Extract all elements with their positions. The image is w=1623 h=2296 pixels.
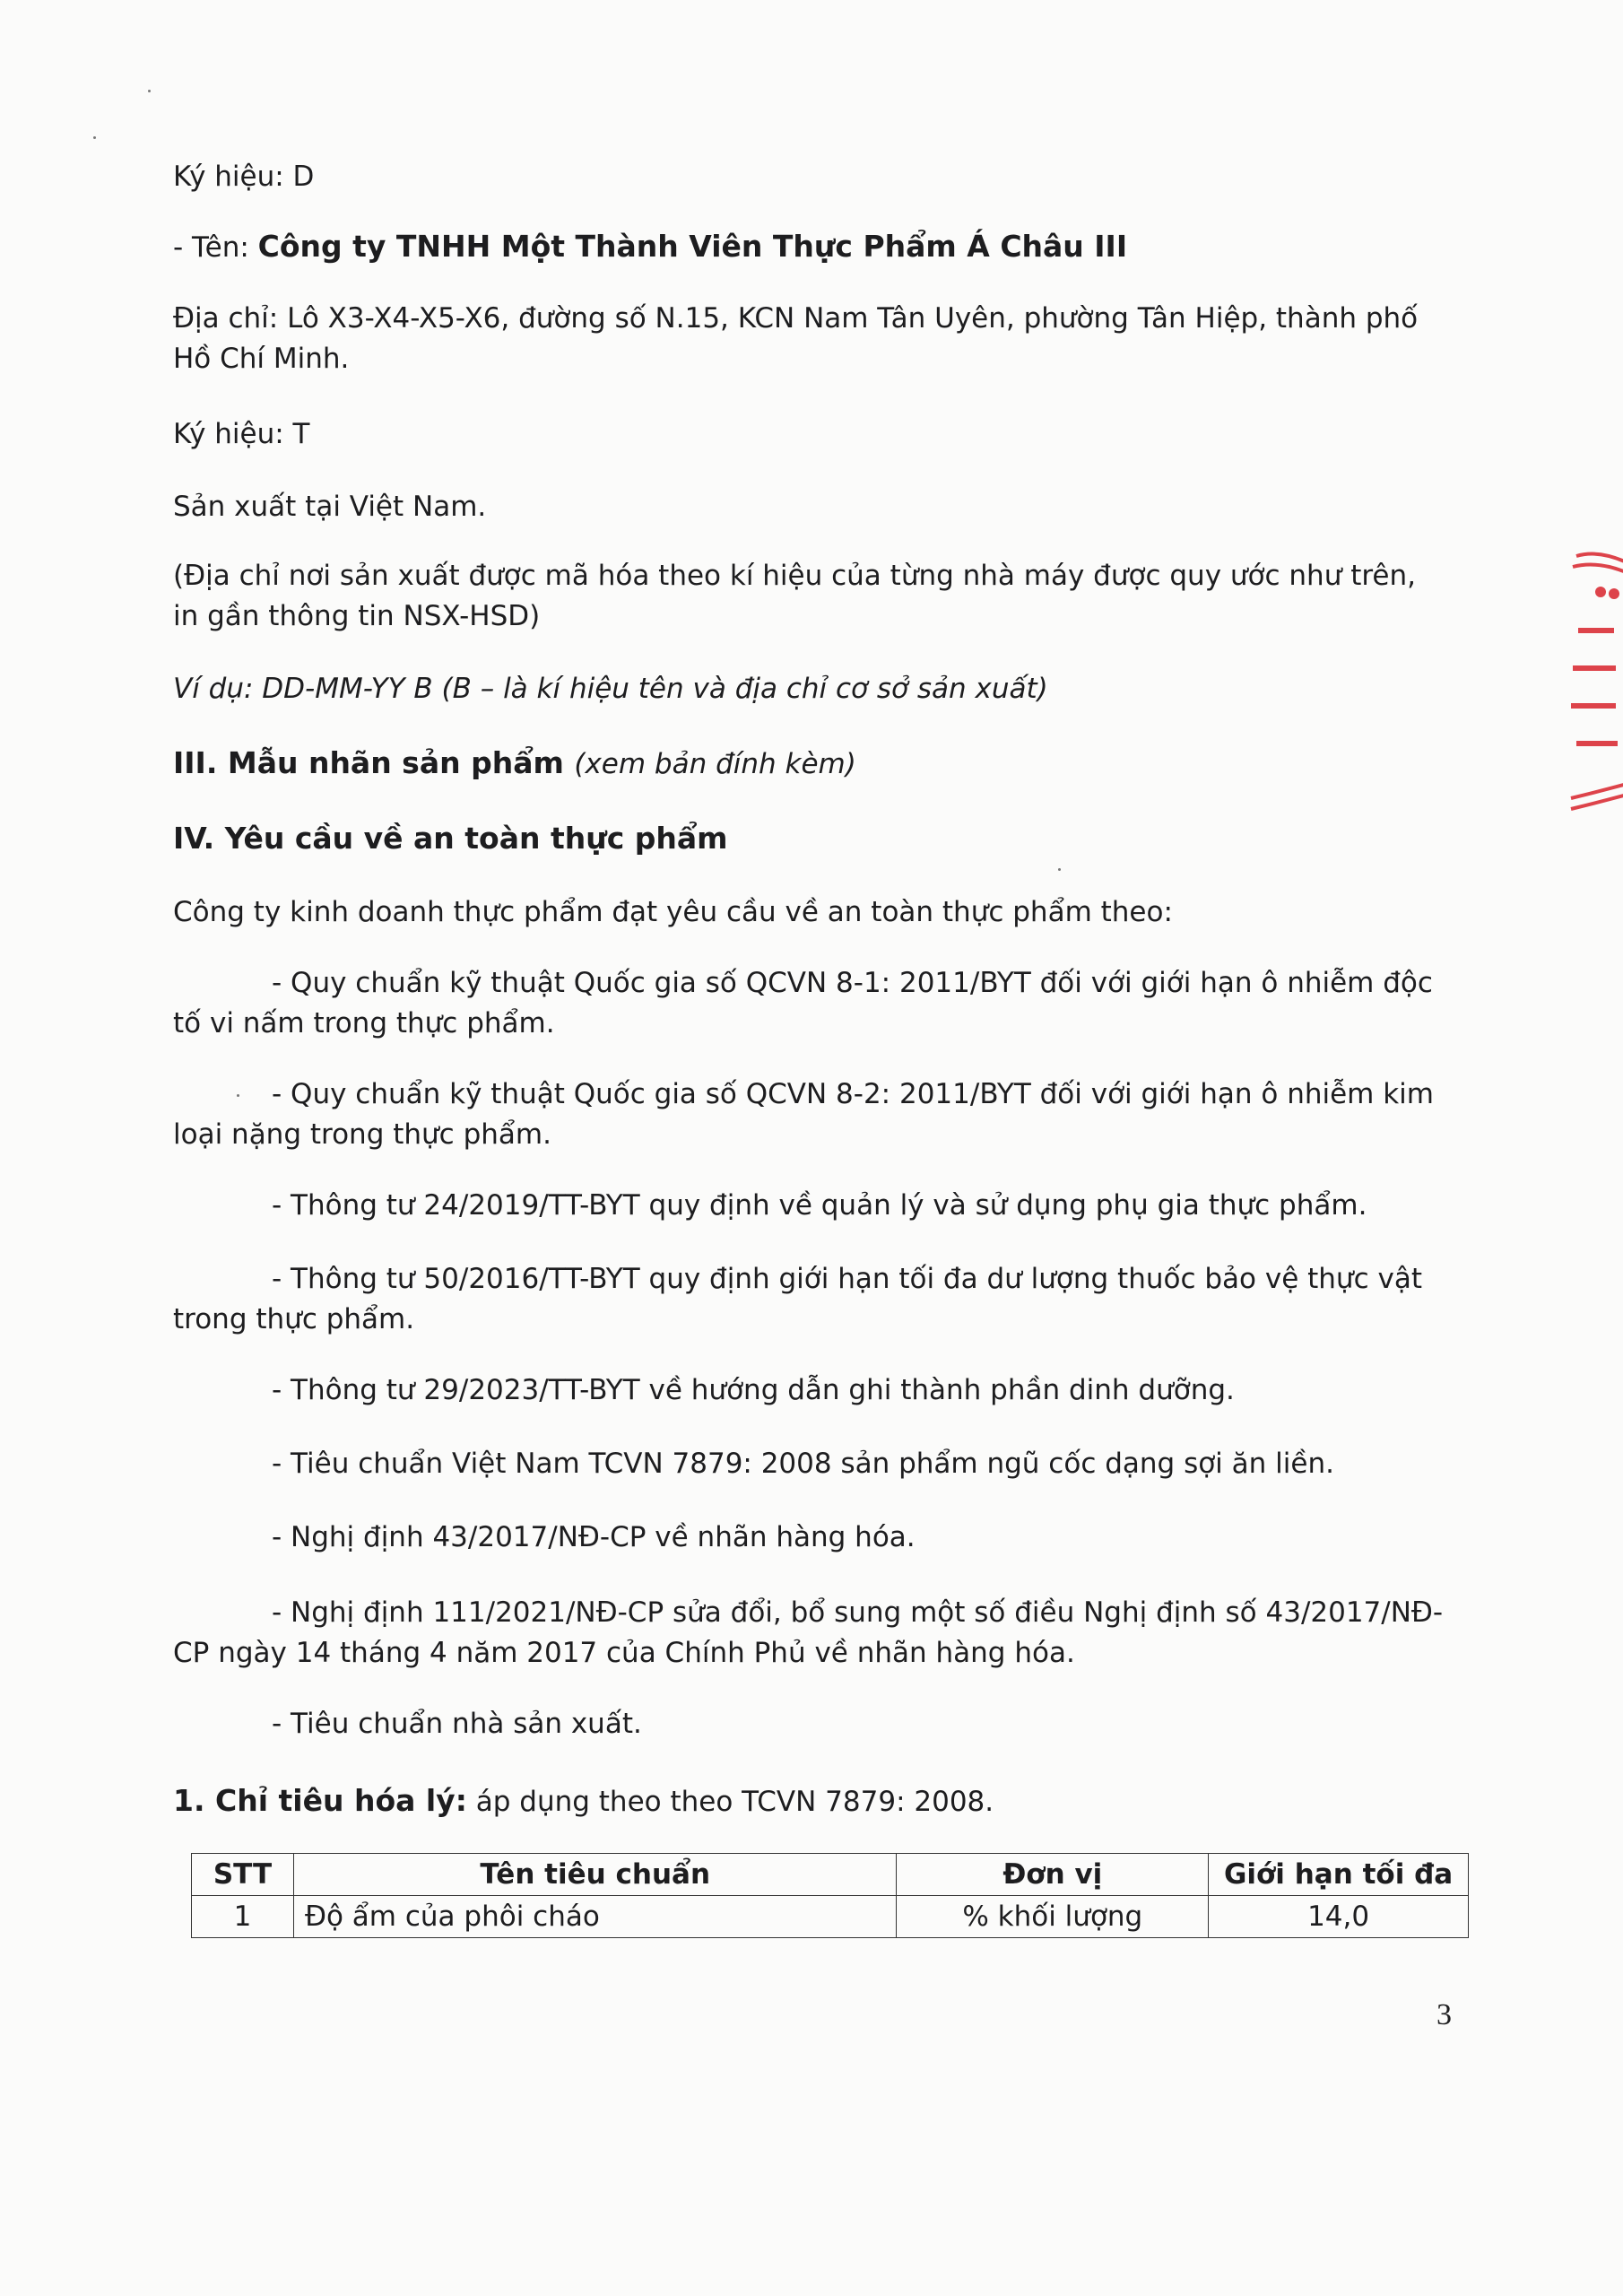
list-item: - Nghị định 111/2021/NĐ-CP sửa đổi, bổ sung một số điều Nghị định số 43/2017/NĐ-CP ngày 14 tháng 4 năm 2017 của Chính Phủ về nhãn hàng hóa. — [173, 1596, 1444, 1669]
list-item: - Nghị định 43/2017/NĐ-CP về nhãn hàng hóa. — [272, 1521, 916, 1553]
list-item: - Thông tư 24/2019/TT-BYT quy định về quản lý và sử dụng phụ gia thực phẩm. — [272, 1189, 1367, 1222]
cell-ten: Độ ẩm của phôi cháo — [293, 1896, 896, 1938]
dia-chi: Địa chỉ: Lô X3-X4-X5-X6, đường số N.15, KCN Nam Tân Uyên, phường Tân Hiệp, thành phố Hồ Chí Minh. — [173, 302, 1419, 375]
cell-stt: 1 — [192, 1896, 294, 1938]
header-stt: STT — [192, 1854, 294, 1896]
header-don-vi: Đơn vị — [897, 1854, 1209, 1896]
section-3 — [173, 743, 1464, 785]
subsection-1-text: áp dụng theo theo TCVN 7879: 2008. — [466, 1786, 994, 1818]
ky-hieu-t: Ký hiệu: T — [173, 418, 310, 450]
cell-gioi-han: 14,0 — [1209, 1896, 1469, 1938]
ten-prefix: - Tên: — [173, 231, 258, 264]
header-gioi-han: Giới hạn tối đa — [1209, 1854, 1469, 1896]
list-item: - Tiêu chuẩn nhà sản xuất. — [272, 1708, 642, 1740]
company-name: Công ty TNHH Một Thành Viên Thực Phẩm Á Châu III — [257, 229, 1128, 264]
cell-don-vi: % khối lượng — [897, 1896, 1209, 1938]
scan-speck — [93, 136, 96, 139]
list-item: - Tiêu chuẩn Việt Nam TCVN 7879: 2008 sản phẩm ngũ cốc dạng sợi ăn liền. — [272, 1448, 1334, 1480]
page-number: 3 — [1436, 1998, 1452, 2031]
list-item: - Quy chuẩn kỹ thuật Quốc gia số QCVN 8-2: 2011/BYT đối với giới hạn ô nhiễm kim loại nặng trong thực phẩm. — [173, 1078, 1434, 1151]
table-row — [192, 1896, 1469, 1938]
company-seal-stamp — [1551, 529, 1623, 852]
ky-hieu-d: Ký hiệu: D — [173, 161, 315, 193]
section-3-note: (xem bản đính kèm) — [574, 748, 856, 780]
vi-du: Ví dụ: DD-MM-YY B (B – là kí hiệu tên và địa chỉ cơ sở sản xuất) — [173, 673, 1048, 705]
ma-hoa-note: (Địa chỉ nơi sản xuất được mã hóa theo kí hiệu của từng nhà máy được quy ước như trên, in gần thông tin NSX-HSD) — [173, 560, 1416, 632]
list-item: - Thông tư 50/2016/TT-BYT quy định giới hạn tối đa dư lượng thuốc bảo vệ thực vật trong thực phẩm. — [173, 1263, 1422, 1335]
spec-table — [191, 1853, 1469, 1938]
header-ten-tieu-chuan: Tên tiêu chuẩn — [293, 1854, 896, 1896]
san-xuat: Sản xuất tại Việt Nam. — [173, 491, 487, 523]
section-3-heading: III. Mẫu nhãn sản phẩm — [173, 745, 575, 780]
section-4-intro: Công ty kinh doanh thực phẩm đạt yêu cầu về an toàn thực phẩm theo: — [173, 896, 1173, 928]
company-name-line — [173, 226, 1464, 268]
scan-speck — [237, 1094, 239, 1097]
subsection-1 — [173, 1780, 1464, 1822]
subsection-1-heading: 1. Chỉ tiêu hóa lý: — [173, 1783, 467, 1818]
section-4-heading: IV. Yêu cầu về an toàn thực phẩm — [173, 821, 728, 856]
scan-speck — [148, 90, 151, 92]
table-header-row — [192, 1854, 1469, 1896]
list-item: - Thông tư 29/2023/TT-BYT về hướng dẫn ghi thành phần dinh dưỡng. — [272, 1374, 1235, 1406]
list-item: - Quy chuẩn kỹ thuật Quốc gia số QCVN 8-1: 2011/BYT đối với giới hạn ô nhiễm độc tố vi nấm trong thực phẩm. — [173, 967, 1433, 1039]
scan-speck — [1058, 868, 1061, 871]
